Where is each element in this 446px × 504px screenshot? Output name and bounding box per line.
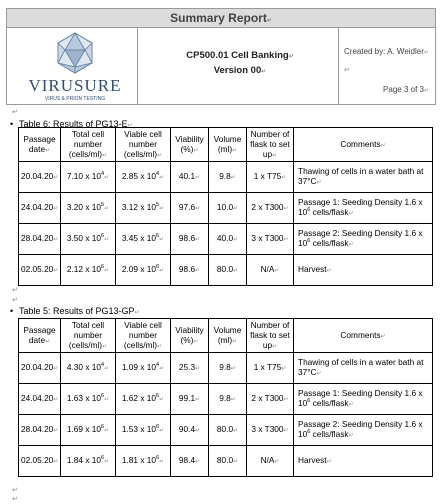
column-header: Comments↵	[294, 128, 433, 162]
table-cell: 1.81 x $10^6↵$	[116, 446, 171, 477]
table-cell: 02.05.20↵	[19, 446, 61, 477]
table-cell: Harvest↵	[294, 255, 433, 286]
table-cell: 2.12 x $10^6↵$	[61, 255, 116, 286]
table-cell: 80.0↵	[209, 415, 247, 446]
table-row	[19, 415, 433, 446]
column-header: Volume (ml)↵	[209, 319, 247, 353]
table-caption-pg13-gp: • Table 5: Results of PG13-GP↵	[10, 306, 140, 316]
column-header: Viability (%)↵	[171, 128, 209, 162]
column-header: Viable cell number (cells/ml)↵	[116, 319, 171, 353]
svg-text:VIRUSURE: VIRUSURE	[28, 76, 122, 95]
table-cell: 3.45 x $10^6↵$	[116, 224, 171, 255]
table-cell: 1 x T75↵	[247, 353, 294, 384]
document-header: Summary Report↵ VIRUSURE VIRUS & PRION TESTING CP500.01 Cell Banking↵ Version 00↵ Created by: A. Weidler↵ ↵ Page 3 of 3↵	[6, 8, 436, 105]
table-cell: 7.10 x $10^4↵$	[61, 162, 116, 193]
table-cell: 20.04.20↵	[19, 353, 61, 384]
table-cell: 3.12 x $10^5↵$	[116, 193, 171, 224]
table-cell: 9.8↵	[209, 162, 247, 193]
table-cell: 3 x T300↵	[247, 415, 294, 446]
column-header: Total cell number (cells/ml)↵	[61, 319, 116, 353]
table-cell: 40.1↵	[171, 162, 209, 193]
table-cell: 1.69 x $10^6↵$	[61, 415, 116, 446]
table-cell: 2.85 x $10^4↵$	[116, 162, 171, 193]
table-cell: Passage 2: Seeding Density 1.6 x $10^6$ cells/flask↵	[294, 224, 433, 255]
column-header: Comments↵	[294, 319, 433, 353]
table-header-row	[19, 128, 433, 162]
document-title: CP500.01 Cell Banking↵ Version 00↵	[186, 50, 294, 76]
table-cell: Thawing of cells in a water bath at 37°C↵	[294, 353, 433, 384]
table-cell: 28.04.20↵	[19, 415, 61, 446]
table-cell: 9.8↵	[209, 384, 247, 415]
table-cell: 1.53 x $10^6↵$	[116, 415, 171, 446]
table-cell: 2 x T300↵	[247, 193, 294, 224]
table-cell: 24.04.20↵	[19, 384, 61, 415]
table-cell: N/A↵	[247, 446, 294, 477]
table-cell: 98.6↵	[171, 255, 209, 286]
table-cell: 28.04.20↵	[19, 224, 61, 255]
table-cell: 3 x T300↵	[247, 224, 294, 255]
results-table-pg13-gp	[18, 318, 433, 477]
table-cell: 98.4↵	[171, 446, 209, 477]
table-caption-pg13-e: • Table 6: Results of PG13-E↵	[10, 119, 133, 129]
table-cell: 98.6↵	[171, 224, 209, 255]
column-header: Viability (%)↵	[171, 319, 209, 353]
table-cell: 80.0↵	[209, 255, 247, 286]
table-cell: Harvest↵	[294, 446, 433, 477]
table-cell: 99.1↵	[171, 384, 209, 415]
table-row	[19, 193, 433, 224]
results-table-pg13-e	[18, 127, 433, 286]
table-cell: 1 x T75↵	[247, 162, 294, 193]
table-row	[19, 384, 433, 415]
table-cell: 1.63 x $10^6↵$	[61, 384, 116, 415]
table-cell: 24.04.20↵	[19, 193, 61, 224]
header-title: Summary Report↵	[7, 9, 435, 28]
table-header-row	[19, 319, 433, 353]
page-number: Page 3 of 3↵	[383, 85, 429, 94]
column-header: Passage date↵	[19, 319, 61, 353]
column-header: Volume (ml)↵	[209, 128, 247, 162]
svg-text:VIRUS & PRION TESTING: VIRUS & PRION TESTING	[44, 96, 106, 102]
table-cell: Passage 1: Seeding Density 1.6 x $10^6$ cells/flask↵	[294, 193, 433, 224]
table-cell: 1.84 x $10^6↵$	[61, 446, 116, 477]
table-cell: 20.04.20↵	[19, 162, 61, 193]
table-row	[19, 224, 433, 255]
table-cell: 3.50 x $10^6↵$	[61, 224, 116, 255]
table-cell: 80.0↵	[209, 446, 247, 477]
table-cell: N/A↵	[247, 255, 294, 286]
table-cell: Thawing of cells in a water bath at 37°C↵	[294, 162, 433, 193]
table-cell: 90.4↵	[171, 415, 209, 446]
column-header: Viable cell number (cells/ml)↵	[116, 128, 171, 162]
table-cell: 25.3↵	[171, 353, 209, 384]
table-row	[19, 162, 433, 193]
table-cell: 3.20 x $10^5↵$	[61, 193, 116, 224]
table-cell: Passage 2: Seeding Density 1.6 x $10^6$ cells/flask↵	[294, 415, 433, 446]
table-cell: 40.0↵	[209, 224, 247, 255]
company-logo	[11, 29, 139, 103]
table-cell: 10.0↵	[209, 193, 247, 224]
table-cell: 02.05.20↵	[19, 255, 61, 286]
table-row	[19, 255, 433, 286]
table-cell: 97.6↵	[171, 193, 209, 224]
column-header: Passage date↵	[19, 128, 61, 162]
table-cell: 4.30 x $10^4↵$	[61, 353, 116, 384]
icosahedron-virus-icon	[11, 29, 139, 103]
table-cell: 2.09 x $10^6↵$	[116, 255, 171, 286]
table-cell: 1.62 x $10^6↵$	[116, 384, 171, 415]
table-row	[19, 353, 433, 384]
table-cell: 1.09 x $10^4↵$	[116, 353, 171, 384]
table-cell: 2 x T300↵	[247, 384, 294, 415]
table-cell: 9.8↵	[209, 353, 247, 384]
created-by: Created by: A. Weidler↵	[344, 47, 429, 56]
column-header: Number of flask to set up↵	[247, 128, 294, 162]
column-header: Number of flask to set up↵	[247, 319, 294, 353]
table-row	[19, 446, 433, 477]
column-header: Total cell number (cells/ml)↵	[61, 128, 116, 162]
table-cell: Passage 1: Seeding Density 1.6 x $10^6$ cells/flask↵	[294, 384, 433, 415]
